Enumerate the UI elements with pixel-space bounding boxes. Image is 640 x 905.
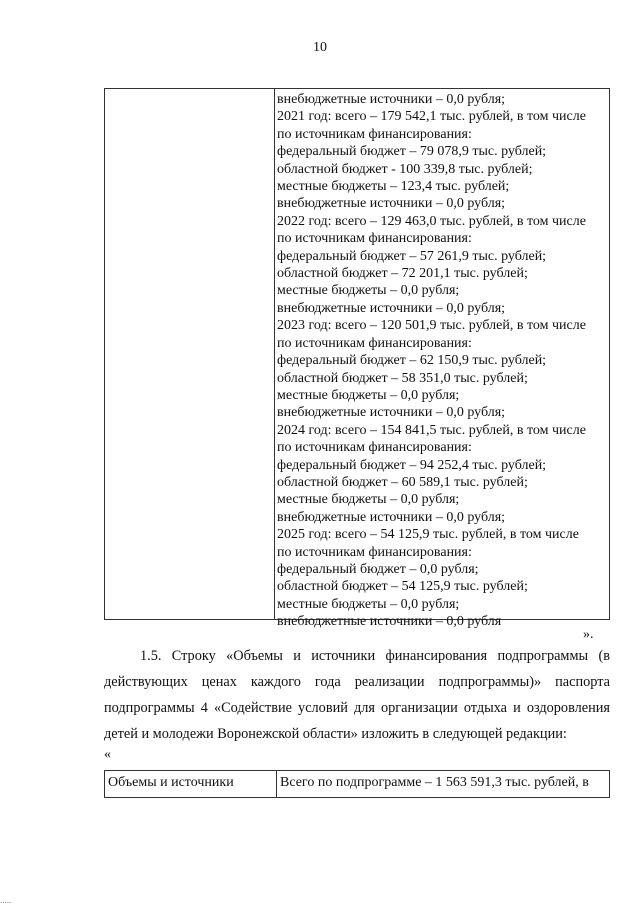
financing-line: местные бюджеты – 0,0 рубля; xyxy=(277,387,460,403)
financing-line: местные бюджеты – 0,0 рубля; xyxy=(277,283,460,299)
financing-line: по источникам финансирования: xyxy=(277,335,472,351)
financing-table xyxy=(104,88,610,630)
financing-line: 2024 год: всего – 154 841,5 тыс. рублей, в том числе xyxy=(277,422,586,438)
financing-line: местные бюджеты – 123,4 тыс. рублей; xyxy=(277,179,510,195)
financing-line: внебюджетные источники – 0,0 рубля; xyxy=(277,300,506,316)
financing-line: по источникам финансирования: xyxy=(277,126,472,142)
financing-line: 2025 год: всего – 54 125,9 тыс. рублей, в том числе xyxy=(277,527,579,543)
financing-line: федеральный бюджет – 79 078,9 тыс. рублей; xyxy=(277,144,547,160)
financing-line: 2022 год: всего – 129 463,0 тыс. рублей, в том числе xyxy=(277,213,586,229)
financing-line: федеральный бюджет – 0,0 рубля; xyxy=(277,561,479,577)
financing-table-right-cell xyxy=(277,91,607,631)
volumes-table-left-cell: Объемы и источники xyxy=(105,771,277,797)
financing-line: внебюджетные источники – 0,0 рубля; xyxy=(277,405,506,421)
corner-mark: ..... xyxy=(0,895,12,905)
financing-line: внебюджетные источники – 0,0 рубля; xyxy=(277,196,506,212)
volumes-table xyxy=(104,770,610,798)
financing-line: по источникам финансирования: xyxy=(277,440,472,456)
financing-line: 2023 год: всего – 120 501,9 тыс. рублей, в том числе xyxy=(277,318,586,334)
financing-table-left-cell xyxy=(105,89,275,619)
financing-line: внебюджетные источники – 0,0 рубля; xyxy=(277,92,506,107)
amendment-paragraph-text: 1.5. Строку «Объемы и источники финансирования подпрограммы (в действующих ценах каждого года реализации подпрограммы)» паспорта подпрограммы 4 «Содействие условий для организации отдыха и оздоровления детей и молодежи Воронежской области» изложить в следующей редакции: xyxy=(104,648,610,742)
financing-line: по источникам финансирования: xyxy=(277,544,472,560)
table-close-quote: ». xyxy=(583,627,594,642)
page-number: 10 xyxy=(313,40,327,55)
open-quote: « xyxy=(104,747,111,762)
financing-line: областной бюджет - 100 339,8 тыс. рублей; xyxy=(277,161,533,177)
financing-line: внебюджетные источники – 0,0 рубля xyxy=(277,614,502,630)
financing-line: внебюджетные источники – 0,0 рубля; xyxy=(277,509,506,525)
amendment-paragraph xyxy=(104,643,610,747)
financing-line: местные бюджеты – 0,0 рубля; xyxy=(277,596,460,612)
financing-line: областной бюджет – 60 589,1 тыс. рублей; xyxy=(277,474,528,490)
financing-line: по источникам финансирования: xyxy=(277,231,472,247)
financing-line: федеральный бюджет – 94 252,4 тыс. рублей; xyxy=(277,457,547,473)
financing-line: областной бюджет – 72 201,1 тыс. рублей; xyxy=(277,266,528,282)
volumes-table-right-cell: Всего по подпрограмме – 1 563 591,3 тыс. рублей, в xyxy=(280,775,589,790)
financing-line: федеральный бюджет – 62 150,9 тыс. рублей; xyxy=(277,353,547,369)
financing-line: областной бюджет – 58 351,0 тыс. рублей; xyxy=(277,370,528,386)
financing-line: 2021 год: всего – 179 542,1 тыс. рублей, в том числе xyxy=(277,109,586,125)
financing-line: местные бюджеты – 0,0 рубля; xyxy=(277,492,460,508)
financing-line: областной бюджет – 54 125,9 тыс. рублей; xyxy=(277,579,528,595)
financing-line: федеральный бюджет – 57 261,9 тыс. рублей; xyxy=(277,248,547,264)
